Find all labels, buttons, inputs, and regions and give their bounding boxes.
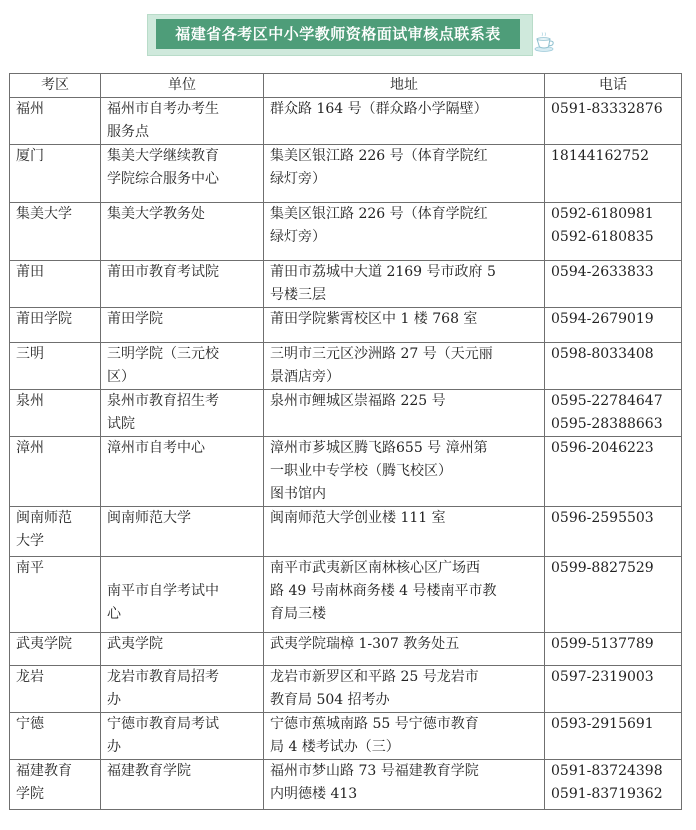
region-cell	[10, 343, 101, 390]
phone-cell	[545, 760, 682, 810]
region-cell	[10, 390, 101, 437]
phone-number: 0593-2915691	[551, 716, 654, 732]
region-cell-line: 龙岩	[16, 669, 44, 685]
unit-cell	[101, 390, 264, 437]
address-cell-line: 教育局 504 招考办	[270, 692, 390, 708]
teacup-icon	[533, 30, 557, 54]
region-cell	[10, 437, 101, 507]
address-cell-line: 景酒店旁）	[270, 369, 340, 385]
address-cell-line: 号楼三层	[270, 287, 326, 303]
region-cell-line: 福建教育	[16, 763, 72, 779]
address-cell-line: 群众路 164 号（群众路小学隔壁）	[270, 101, 488, 117]
unit-cell	[101, 343, 264, 390]
unit-cell	[101, 557, 264, 633]
unit-cell	[101, 760, 264, 810]
phone-number: 0598-8033408	[551, 346, 654, 362]
address-cell-line: 武夷学院瑞樟 1-307 教务处五	[270, 636, 460, 652]
table-row	[10, 713, 682, 760]
phone-cell	[545, 507, 682, 557]
address-cell-line: 三明市三元区沙洲路 27 号（天元丽	[270, 346, 493, 362]
page-title: 福建省各考区中小学教师资格面试审核点联系表	[156, 19, 520, 49]
unit-cell-line: 龙岩市教育局招考	[107, 669, 219, 685]
address-cell-line: 局 4 楼考试办（三）	[270, 739, 400, 755]
address-cell-line: 绿灯旁）	[270, 171, 326, 187]
phone-number: 0594-2679019	[551, 311, 654, 327]
unit-cell	[101, 666, 264, 713]
address-cell	[264, 343, 545, 390]
contact-table	[9, 73, 682, 810]
address-cell	[264, 666, 545, 713]
unit-cell-line: 泉州市教育招生考	[107, 393, 219, 409]
phone-number: 0596-2046223	[551, 440, 654, 456]
region-cell-line: 大学	[16, 533, 44, 549]
table-row	[10, 666, 682, 713]
address-cell	[264, 390, 545, 437]
header-unit: 单位	[101, 74, 264, 98]
phone-number: 0595-28388663	[551, 416, 663, 432]
table-row	[10, 390, 682, 437]
address-cell-line: 福州市梦山路 73 号福建教育学院	[270, 763, 479, 779]
unit-cell-line: 福州市自考办考生	[107, 101, 219, 117]
address-cell-line: 路 49 号南林商务楼 4 号楼南平市教	[270, 583, 497, 599]
phone-cell	[545, 437, 682, 507]
phone-number: 0599-5137789	[551, 636, 654, 652]
unit-cell-line: 三明学院（三元校	[107, 346, 219, 362]
phone-number: 0591-83719362	[551, 786, 663, 802]
address-cell-line: 绿灯旁）	[270, 229, 326, 245]
phone-cell	[545, 145, 682, 203]
region-cell-line: 南平	[16, 560, 44, 576]
address-cell-line: 集美区银江路 226 号（体育学院红	[270, 148, 488, 164]
region-cell	[10, 145, 101, 203]
unit-cell	[101, 713, 264, 760]
region-cell-line: 福州	[16, 101, 44, 117]
unit-cell-line: 办	[107, 692, 121, 708]
unit-cell-line: 学院综合服务中心	[107, 171, 219, 187]
phone-number: 0591-83332876	[551, 101, 663, 117]
phone-cell	[545, 261, 682, 308]
address-cell-line: 集美区银江路 226 号（体育学院红	[270, 206, 488, 222]
table-row	[10, 308, 682, 343]
address-cell	[264, 437, 545, 507]
table-row	[10, 507, 682, 557]
unit-cell	[101, 261, 264, 308]
table-row	[10, 343, 682, 390]
region-cell-line: 莆田	[16, 264, 44, 280]
address-cell	[264, 633, 545, 666]
address-cell-line: 育局三楼	[270, 606, 326, 622]
address-cell	[264, 203, 545, 261]
address-cell-line: 莆田学院紫霄校区中 1 楼 768 室	[270, 311, 478, 327]
address-cell	[264, 308, 545, 343]
phone-cell	[545, 666, 682, 713]
phone-number: 0592-6180835	[551, 229, 654, 245]
header-phone: 电话	[545, 74, 682, 98]
unit-cell-line: 集美大学教务处	[107, 206, 205, 222]
address-cell	[264, 713, 545, 760]
address-cell	[264, 98, 545, 145]
region-cell-line: 学院	[16, 786, 44, 802]
region-cell	[10, 633, 101, 666]
unit-cell	[101, 308, 264, 343]
unit-cell-line: 宁德市教育局考试	[107, 716, 219, 732]
phone-cell	[545, 98, 682, 145]
address-cell-line: 闽南师范大学创业楼 111 室	[270, 510, 446, 526]
address-cell-line: 一职业中专学校（腾飞校区）	[270, 463, 452, 479]
unit-cell-line: 福建教育学院	[107, 763, 191, 779]
unit-cell-line: 区）	[107, 369, 135, 385]
table-row	[10, 261, 682, 308]
region-cell	[10, 261, 101, 308]
unit-cell-line: 服务点	[107, 124, 149, 140]
address-cell-line: 南平市武夷新区南林核心区广场西	[270, 560, 480, 576]
title-banner-frame	[147, 14, 533, 56]
unit-cell-line: 试院	[107, 416, 135, 432]
table-row	[10, 633, 682, 666]
address-cell-line: 宁德市蕉城南路 55 号宁德市教育	[270, 716, 479, 732]
header-region: 考区	[10, 74, 101, 98]
address-cell	[264, 145, 545, 203]
unit-cell	[101, 203, 264, 261]
phone-number: 0596-2595503	[551, 510, 654, 526]
unit-cell	[101, 507, 264, 557]
region-cell-line: 泉州	[16, 393, 44, 409]
address-cell-line: 泉州市鲤城区崇福路 225 号	[270, 393, 446, 409]
phone-cell	[545, 203, 682, 261]
region-cell	[10, 507, 101, 557]
region-cell	[10, 666, 101, 713]
unit-cell-line: 莆田市教育考试院	[107, 264, 219, 280]
unit-cell	[101, 437, 264, 507]
unit-cell-line: 心	[107, 606, 121, 622]
region-cell	[10, 98, 101, 145]
region-cell-line: 漳州	[16, 440, 44, 456]
phone-number: 0595-22784647	[551, 393, 663, 409]
phone-number: 0597-2319003	[551, 669, 654, 685]
unit-cell-line	[107, 557, 255, 580]
address-cell	[264, 261, 545, 308]
table-body	[10, 98, 682, 810]
address-cell-line: 莆田市荔城中大道 2169 号市政府 5	[270, 264, 496, 280]
phone-number: 0594-2633833	[551, 264, 654, 280]
unit-cell	[101, 633, 264, 666]
region-cell-line: 武夷学院	[16, 636, 72, 652]
address-cell-line: 龙岩市新罗区和平路 25 号龙岩市	[270, 669, 479, 685]
table-header-row	[10, 74, 682, 98]
table-row	[10, 557, 682, 633]
region-cell-line: 厦门	[16, 148, 44, 164]
address-cell-line: 图书馆内	[270, 486, 326, 502]
phone-cell	[545, 308, 682, 343]
region-cell	[10, 557, 101, 633]
region-cell	[10, 203, 101, 261]
phone-number: 0591-83724398	[551, 763, 663, 779]
phone-cell	[545, 557, 682, 633]
phone-number: 0592-6180981	[551, 206, 654, 222]
title-banner	[147, 14, 555, 60]
region-cell	[10, 308, 101, 343]
unit-cell	[101, 98, 264, 145]
address-cell	[264, 507, 545, 557]
region-cell-line: 三明	[16, 346, 44, 362]
unit-cell	[101, 145, 264, 203]
address-cell	[264, 557, 545, 633]
region-cell-line: 集美大学	[16, 206, 72, 222]
header-address: 地址	[264, 74, 545, 98]
region-cell-line: 莆田学院	[16, 311, 72, 327]
unit-cell-line: 南平市自学考试中	[107, 583, 219, 599]
phone-cell	[545, 713, 682, 760]
phone-cell	[545, 343, 682, 390]
address-cell-line: 内明德楼 413	[270, 786, 358, 802]
table-row	[10, 437, 682, 507]
unit-cell-line: 集美大学继续教育	[107, 148, 219, 164]
unit-cell-line: 莆田学院	[107, 311, 163, 327]
phone-number: 18144162752	[551, 148, 649, 164]
phone-number: 0599-8827529	[551, 560, 654, 576]
unit-cell-line: 办	[107, 739, 121, 755]
table-row	[10, 145, 682, 203]
phone-cell	[545, 390, 682, 437]
unit-cell-line: 武夷学院	[107, 636, 163, 652]
table-row	[10, 760, 682, 810]
address-cell	[264, 760, 545, 810]
address-cell-line: 漳州市芗城区腾飞路655 号 漳州第	[270, 440, 488, 456]
region-cell	[10, 760, 101, 810]
region-cell-line: 闽南师范	[16, 510, 72, 526]
unit-cell-line: 闽南师范大学	[107, 510, 191, 526]
phone-cell	[545, 633, 682, 666]
region-cell-line: 宁德	[16, 716, 44, 732]
region-cell	[10, 713, 101, 760]
table-row	[10, 98, 682, 145]
unit-cell-line: 漳州市自考中心	[107, 440, 205, 456]
table-row	[10, 203, 682, 261]
